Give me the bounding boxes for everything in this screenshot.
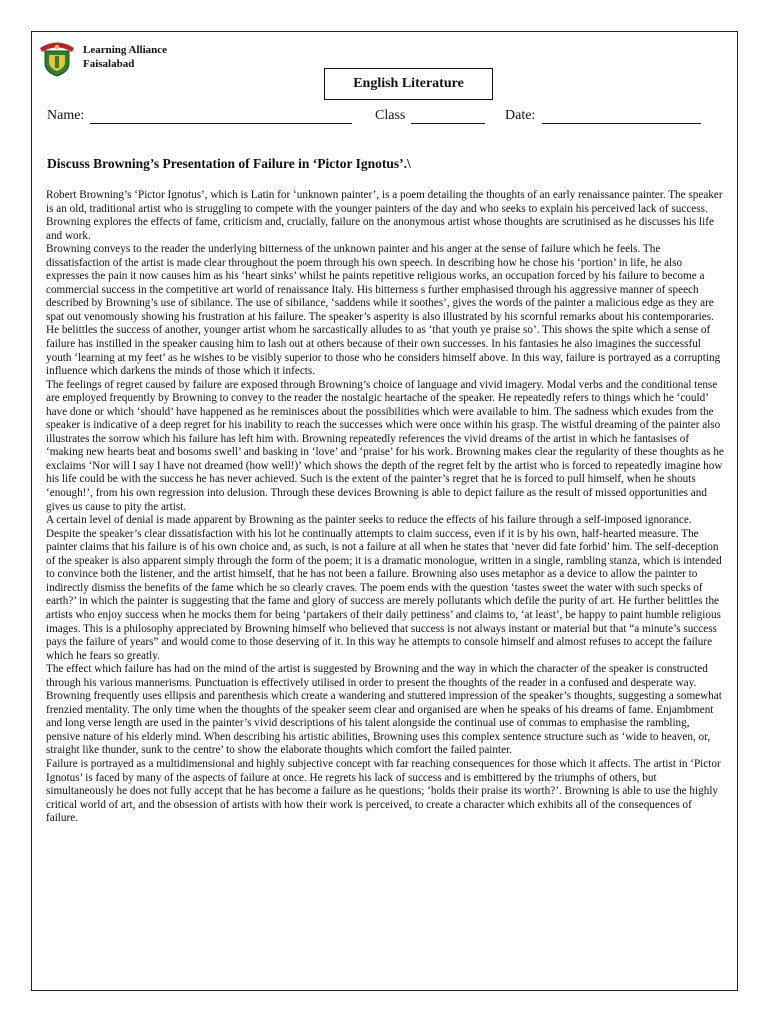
essay-paragraph: The feelings of regret caused by failure are exposed through Browning’s choice of language and vivid imagery. Modal verbs and the conditional tense are employed frequently by Browning to convey to the reader the nostalgic heartache of the speaker. He repeatedly refers to things which he ‘could’ have done or which ‘should’ have happened as he reminisces about the possibilities which were available to him. The sadness which exudes from the speaker is indicative of a deep regret for his inability to reach the successes which were once within his grasp. The wistful dreaming of the painter also illustrates the sorrow which his failure has left him with. Browning repeatedly references the vivid dreams of the artist in which he fantasises of ‘making new hearts beat and bosoms swell’ and basking in ‘love’ and ‘praise’ for his work. Browning makes clear the regularity of these thoughts as he exclaims ‘Nor will I say I have not dreamed (how well!)’ which shows the depth of the regret felt by the artist who is forced to repeatedly imagine how his life could be with the success he has never achieved. Such is the extent of the painter’s regret that he is forced to pull himself, when he shouts ‘enough!’, from his own regression into delusion. Through these devices Browning is able to depict failure as the result of missed opportunities and gives us cause to pity the artist.: [46, 378, 724, 513]
essay-question: Discuss Browning’s Presentation of Failure in ‘Pictor Ignotus’.\: [47, 156, 411, 171]
school-crest-logo: [37, 38, 77, 78]
school-name-line2: Faisalabad: [83, 58, 135, 70]
school-name: [83, 43, 167, 71]
essay-paragraph: Failure is portrayed as a multidimensional and highly subjective concept with far reaching consequences for those which it affects. The artist in ‘Pictor Ignotus’ is faced by many of the aspects of failure at once. He regrets his lack of success and is embittered by the triumphs of others, but simultaneously he does not fully accept that he has become a failure as he questions; ‘holds their praise its worth?’. Browning is able to use the highly critical world of art, and the obsession of artists with how their work is perceived, to create a character which exhibits all of the consequences of failure.: [46, 757, 721, 825]
essay-paragraph: The effect which failure has had on the mind of the artist is suggested by Browning and the way in which the character of the speaker is constructed through his various mannerisms. Punctuation is effectively utilised in order to present the thoughts of the reader in a confused and desperate way. Browning frequently uses ellipsis and parenthesis which create a wandering and stuttered impression of the speaker’s thoughts, suggesting a somewhat frenzied mentality. The only time when the thoughts of the speaker seem clear and organised are when he speaks of his dreams of fame. Enjambment and long verse length are used in the painter’s vivid descriptions of his talent alongside the continual use of commas to emphasise the rambling, pensive nature of his elderly mind. When describing his artistic abilities, Browning uses this complex sentence structure such as ‘wide to heaven, or, straight like thunder, sunk to the centre’ to show the elaborate thoughts which comfort the failed painter.: [46, 663, 722, 757]
class-label: Class: [375, 108, 406, 123]
name-label: Name:: [47, 108, 85, 123]
date-blank[interactable]: [542, 123, 701, 124]
name-blank[interactable]: [90, 123, 352, 124]
essay-body: [46, 189, 724, 826]
date-label: Date:: [505, 108, 536, 123]
student-info-line: [47, 108, 727, 128]
essay-paragraph: A certain level of denial is made apparent by Browning as the painter seeks to reduce the effects of his failure through a self-imposed ignorance. Despite the speaker’s clear dissatisfaction with his lot he continually attempts to claim success, even if it is by his own, half-hearted measure. The painter claims that his failure is of his own choice and, as such, is not a failure at all when he states that ‘never did fate forbid’ him. The self-deception of the speaker is also apparent simply through the form of the poem; it is a dramatic monologue, written in a single, rambling stanza, which is intended to convince both the listener, and the artist himself, that he has not been a failure. Browning also uses metaphor as a device to allow the painter to indirectly dismiss the benefits of the fame which he so clearly craves. The poem ends with the question ‘tastes sweet the water with such specks of earth?’ in which the painter is suggesting that the fame and glory of success are merely pollutants which defile the purity of art. He further belittles the artists who enjoy success when he mocks them for being ‘partakers of their daily pettiness’ and claims to, ‘at least’, be happy to paint humble religious images. This is a philosophy appreciated by Browning himself who believed that success is not always instant or material but that “a minute’s success pays the failure of years” and would come to those deserving of it. In this way he attempts to console himself and almost refuses to accept the failure which he fears so greatly.: [46, 514, 722, 662]
class-blank[interactable]: [411, 123, 485, 124]
essay-paragraph: Robert Browning’s ‘Pictor Ignotus’, which is Latin for ‘unknown painter’, is a poem detailing the thoughts of an early renaissance painter. The speaker is an old, traditional artist who is struggling to compete with the younger painters of the day and who seeks to explain his perceived lack of success. Browning explores the effects of fame, criticism and, crucially, failure on the anonymous artist whose thoughts are scrutinised as he discusses his life and work.: [46, 189, 723, 242]
school-name-line1: Learning Alliance: [83, 44, 168, 56]
subject-title-box: English Literature: [324, 68, 493, 100]
essay-paragraph: Browning conveys to the reader the underlying bitterness of the unknown painter and his anger at the sense of failure which he feels. The dissatisfaction of the artist is made clear throughout the poem through his own speech. In describing how he chose his ‘portion’ in life, he also expresses the pain it now causes him as his ‘heart sinks’ whilst he paints repetitive religious works, an occupation forced by his failure to become a commercial success in the competitive art world of renaissance Italy. His bitterness s further emphasised through his aggressive manner of speech described by Browning’s use of sibilance. The use of sibilance, ‘saddens while it soothes’, gives the words of the painter a malicious edge as they are spat out venomously showing his frustration at his failure. The speaker’s asperity is also illustrated by his scornful remarks about his contemporaries. He belittles the success of another, younger artist whom he sarcastically alludes to as ‘that youth ye praise so’. This shows the spite which a sense of failure has instilled in the speaker causing him to lash out at others because of their own successes. In his fantasies he also imagines the successful youth ‘learning at my feet’ as he wishes to be visibly superior to those who he considers himself above. In this way, failure is portrayed as a corrupting influence which darkens the minds of those which it infects.: [46, 243, 721, 378]
crest-icon: [37, 38, 77, 78]
